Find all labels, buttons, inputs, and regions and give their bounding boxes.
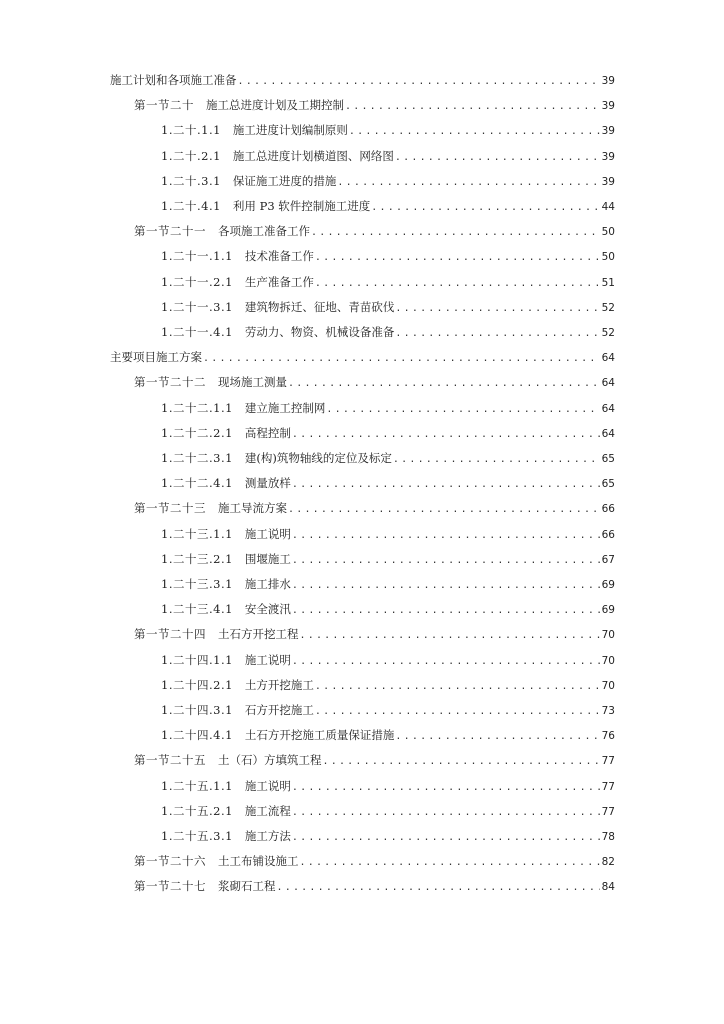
toc-dot-leader [203,349,600,369]
toc-entry-number: 1.二十二.3.1 [161,451,233,465]
toc-entry-number: 1.二十一.1.1 [161,249,233,264]
toc-entry-number: 1.二十二.4.1 [161,476,233,491]
toc-dot-leader [292,828,600,848]
toc-entry-page-number: 64 [601,352,615,365]
toc-entry-number: 第一节二十二 [134,375,206,390]
toc-entry[interactable] [110,70,615,90]
toc-entry-number: 第一节二十 [134,98,194,113]
toc-entry-number: 1.二十.2.1 [161,148,221,163]
toc-entry-title: 生产准备工作 [244,274,314,289]
toc-entry-number: 第一节二十四 [134,627,206,642]
toc-entry-page-number: 82 [601,856,615,869]
toc-entry-page-number: 84 [601,881,615,894]
toc-entry-number: 1.二十五.2.1 [161,803,233,818]
toc-entry-number: 1.二十四.4.1 [161,728,233,743]
toc-entry-title: 安全渡汛 [244,602,291,617]
toc-dot-leader [323,752,601,772]
toc-entry-page-number: 66 [601,503,615,516]
toc-entry-page-number: 50 [601,251,615,264]
toc-entry-title: 施工进度计划编制原则 [232,123,348,138]
toc-entry[interactable] [134,372,615,392]
toc-entry-title: 施工排水 [244,577,291,591]
toc-entry-title: 施工计划和各项施工准备 [110,73,237,87]
toc-entry-number: 第一节二十一 [134,224,206,239]
toc-entry-page-number: 70 [601,679,615,692]
toc-entry-page-number: 70 [601,629,615,642]
toc-entry-number: 1.二十一.3.1 [161,299,233,314]
toc-entry[interactable] [161,196,615,216]
toc-entry[interactable] [161,599,615,619]
toc-entry-page-number: 52 [601,301,615,314]
toc-dot-leader [292,526,600,546]
toc-entry-page-number: 39 [601,125,615,138]
toc-entry-title: 浆砌石工程 [218,879,276,894]
toc-entry-page-number: 67 [601,553,615,566]
toc-entry-page-number: 77 [601,805,615,818]
toc-entry-page-number: 70 [601,654,615,667]
toc-entry-title: 劳动力、物资、机械设备准备 [244,325,395,339]
toc-entry-title: 利用 P3 软件控制施工进度 [232,199,371,213]
toc-entry-page-number: 64 [601,402,615,415]
toc-entry-page-number: 69 [601,604,615,617]
toc-dot-leader [292,551,600,571]
toc-entry-title: 施工总进度计划及工期控制 [206,98,344,113]
toc-dot-leader [292,778,600,798]
toc-entry-number: 第一节二十七 [134,879,206,894]
toc-entry[interactable] [161,826,615,846]
toc-dot-leader [395,727,600,747]
toc-entry[interactable] [161,776,615,796]
toc-entry-title: 建筑物拆迁、征地、青苗砍伐 [244,299,395,314]
toc-dot-leader [315,274,600,294]
toc-entry-title: 施工方法 [244,829,291,843]
toc-entry-page-number: 78 [601,831,615,843]
toc-entry-number: 1.二十五.3.1 [161,829,233,843]
toc-entry-page-number: 39 [601,100,615,113]
toc-entry[interactable] [161,675,615,695]
toc-entry-number: 1.二十四.3.1 [161,703,233,717]
toc-entry[interactable] [161,801,615,821]
toc-entry[interactable] [161,120,615,140]
toc-dot-leader [292,576,600,596]
toc-entry-page-number: 52 [601,327,615,339]
toc-entry[interactable] [161,322,615,342]
toc-entry[interactable] [161,700,615,720]
toc-dot-leader [395,324,600,344]
toc-dot-leader [345,97,600,117]
toc-entry[interactable] [161,146,615,166]
toc-entry-number: 1.二十五.1.1 [161,778,233,793]
toc-dot-leader [292,803,600,823]
toc-entry-page-number: 76 [601,730,615,743]
toc-dot-leader [300,626,601,646]
toc-entry-number: 第一节二十六 [134,854,206,869]
toc-entry[interactable] [161,272,615,292]
toc-entry-title: 施工总进度计划横道图、网络图 [232,148,394,163]
toc-entry[interactable] [161,297,615,317]
toc-entry-title: 现场施工测量 [218,375,287,390]
toc-entry[interactable] [161,574,615,594]
toc-entry[interactable] [134,624,615,644]
toc-entry-page-number: 44 [601,201,615,213]
toc-entry[interactable] [134,95,615,115]
toc-entry-number: 1.二十.1.1 [161,123,221,138]
toc-dot-leader [288,500,600,520]
toc-entry-title: 高程控制 [244,425,291,440]
toc-entry-title: 施工说明 [244,526,291,541]
toc-dot-leader [395,299,600,319]
toc-dot-leader [238,72,601,92]
toc-entry-number: 1.二十.3.1 [161,173,221,188]
toc-entry-title: 施工流程 [244,803,291,818]
toc-entry-number: 1.二十一.4.1 [161,325,233,339]
toc-entry-page-number: 39 [601,75,615,87]
toc-entry-number: 1.二十一.2.1 [161,274,233,289]
toc-entry-number: 1.二十四.1.1 [161,652,233,667]
toc-entry-title: 各项施工准备工作 [218,224,310,239]
toc-entry-page-number: 51 [601,276,615,289]
toc-entry-number: 1.二十三.1.1 [161,526,233,541]
toc-dot-leader [393,450,600,470]
toc-entry[interactable] [161,423,615,443]
toc-entry-title: 测量放样 [244,476,291,491]
toc-entry-number: 1.二十三.2.1 [161,551,233,566]
toc-entry[interactable] [161,524,615,544]
toc-entry-title: 施工说明 [244,778,291,793]
toc-entry[interactable] [161,398,615,418]
toc-entry[interactable] [134,221,615,241]
toc-entry-page-number: 64 [601,427,615,440]
toc-entry[interactable] [134,851,615,871]
toc-entry-title: 建(构)筑物轴线的定位及标定 [244,451,392,465]
toc-entry-page-number: 69 [601,579,615,591]
toc-entry-number: 1.二十四.2.1 [161,677,233,692]
toc-entry-number: 1.二十二.2.1 [161,425,233,440]
toc-entry[interactable] [161,650,615,670]
toc-entry[interactable] [161,725,615,745]
toc-entry-page-number: 65 [601,453,615,465]
toc-entry-page-number: 50 [601,226,615,239]
toc-dot-leader [292,601,600,621]
toc-entry-page-number: 66 [601,528,615,541]
toc-entry-title: 施工说明 [244,652,291,667]
toc-entry-number: 1.二十三.3.1 [161,577,233,591]
toc-dot-leader [277,878,601,898]
toc-entry-page-number: 39 [601,175,615,188]
toc-entry[interactable] [161,473,615,493]
toc-dot-leader [315,677,600,697]
toc-dot-leader [326,400,600,420]
toc-dot-leader [292,652,600,672]
toc-entry-number: 1.二十.4.1 [161,199,221,213]
toc-dot-leader [311,223,600,243]
toc-dot-leader [337,173,600,193]
toc-entry-title: 建立施工控制网 [244,400,326,415]
toc-entry-page-number: 77 [601,755,615,768]
toc-dot-leader [349,122,600,142]
toc-entry-number: 第一节二十五 [134,753,206,768]
toc-entry-title: 土方开挖施工 [244,677,314,692]
toc-entry[interactable] [161,549,615,569]
toc-entry-page-number: 65 [601,478,615,491]
toc-entry-page-number: 77 [601,780,615,793]
toc-entry[interactable] [134,876,615,896]
toc-dot-leader [300,853,601,873]
toc-entry-number: 第一节二十三 [134,501,206,516]
toc-entry-title: 土石方开挖施工质量保证措施 [244,728,395,743]
toc-entry-title: 围堰施工 [244,551,291,566]
toc-entry-page-number: 64 [601,377,615,390]
toc-entry-title: 土（石）方填筑工程 [218,753,322,768]
toc-entry[interactable] [134,498,615,518]
toc-dot-leader [288,374,600,394]
toc-entry-number: 1.二十三.4.1 [161,602,233,617]
toc-entry[interactable] [161,246,615,266]
toc-entry-title: 土石方开挖工程 [218,627,299,642]
toc-entry[interactable] [161,171,615,191]
toc-entry-title: 保证施工进度的措施 [232,173,337,188]
toc-dot-leader [292,425,600,445]
toc-entry-title: 土工布铺设施工 [218,854,299,869]
toc-entry-number: 1.二十二.1.1 [161,400,233,415]
toc-dot-leader [371,198,600,218]
toc-dot-leader [315,248,600,268]
toc-entry-title: 主要项目施工方案 [110,350,202,365]
toc-entry-title: 施工导流方案 [218,501,287,516]
toc-entry[interactable] [110,347,615,367]
toc-dot-leader [292,475,600,495]
toc-dot-leader [315,702,600,722]
toc-entry-title: 技术准备工作 [244,249,314,264]
toc-entry-page-number: 73 [601,705,615,717]
toc-entry[interactable] [161,448,615,468]
toc-entry[interactable] [134,750,615,770]
toc-entry-page-number: 39 [601,150,615,163]
toc-dot-leader [395,148,600,168]
toc-entry-title: 石方开挖施工 [244,703,314,717]
